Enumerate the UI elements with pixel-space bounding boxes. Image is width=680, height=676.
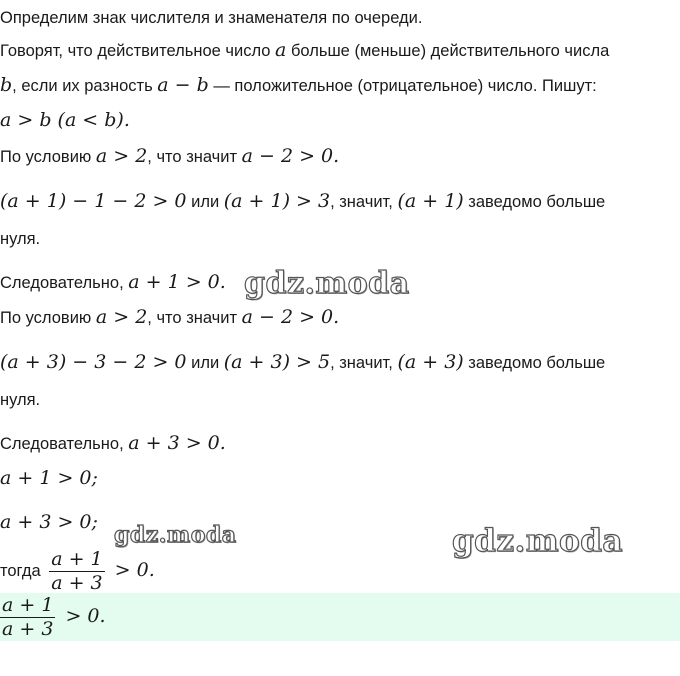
watermark: gdz.moda (244, 266, 410, 301)
summary-line-2 (0, 511, 98, 534)
text: , значит, (330, 354, 398, 372)
condition-line-2 (0, 306, 339, 329)
math-expression: (a + 1) (397, 190, 464, 212)
fraction-numerator: a + 1 (51, 548, 103, 570)
math-expression: (a + 1) > 3 (223, 190, 331, 212)
text: или (186, 193, 224, 211)
answer-fraction (0, 594, 55, 641)
text: Следовательно, (0, 435, 129, 453)
text: , что значит (147, 148, 242, 166)
intro-text: Определим знак числителя и знаменателя по очереди. (0, 9, 423, 27)
inequality-notation (0, 109, 130, 132)
math-difference: a − b (157, 74, 209, 96)
definition-text: больше (меньше) действительного числа (286, 42, 610, 60)
text: нуля. (0, 230, 41, 248)
reasoning-line-1-cont (0, 228, 40, 250)
fraction-denominator: a + 3 (51, 572, 103, 594)
definition-text: Говорят, что действительное число (0, 42, 276, 60)
math-inequality: a > b (a < b). (0, 109, 130, 131)
text: тогда (0, 561, 46, 580)
math-condition: a > 2 (95, 145, 148, 167)
math-condition: a − 2 > 0. (241, 145, 340, 167)
watermark: gdz.moda (452, 523, 623, 559)
math-summary: a + 3 > 0; (0, 511, 98, 533)
text: Следовательно, (0, 274, 129, 292)
conclusion-line-2 (0, 432, 226, 455)
math-b: b (0, 74, 13, 96)
then-line (0, 548, 155, 595)
intro-line (0, 7, 422, 29)
math-expression: (a + 1) − 1 − 2 > 0 (0, 190, 187, 212)
text: заведомо больше (463, 354, 606, 372)
math-expression: (a + 3) (397, 351, 464, 373)
math-a: a (275, 39, 287, 61)
text: заведомо больше (463, 193, 606, 211)
math-summary: a + 1 > 0; (0, 467, 98, 489)
condition-line-1 (0, 145, 339, 168)
text: По условию (0, 148, 96, 166)
math-conclusion: a + 3 > 0. (128, 432, 226, 454)
summary-line-1 (0, 467, 98, 490)
text: нуля. (0, 391, 41, 409)
math-condition: a − 2 > 0. (241, 306, 340, 328)
fraction (49, 548, 104, 595)
math-expression: (a + 3) − 3 − 2 > 0 (0, 351, 187, 373)
fraction-numerator: a + 1 (2, 594, 54, 616)
fraction-denominator: a + 3 (2, 618, 54, 640)
math-inequality: > 0. (59, 604, 106, 627)
math-conclusion: a + 1 > 0. (128, 271, 226, 293)
reasoning-line-2-cont (0, 389, 40, 411)
math-inequality: > 0. (108, 558, 155, 581)
watermark: gdz.moda (114, 522, 237, 548)
math-condition: a > 2 (95, 306, 148, 328)
definition-text: , если их разность (12, 77, 158, 95)
text: , что значит (147, 309, 242, 327)
definition-text: — положительное (отрицательное) число. Пишут: (208, 77, 597, 95)
text: или (186, 354, 224, 372)
text: , значит, (330, 193, 398, 211)
reasoning-line-2 (0, 351, 605, 374)
math-expression: (a + 3) > 5 (223, 351, 331, 373)
definition-line-2 (0, 74, 597, 97)
text: По условию (0, 309, 96, 327)
definition-line-1 (0, 39, 609, 62)
reasoning-line-1 (0, 190, 605, 213)
conclusion-line-1 (0, 271, 226, 294)
answer-line (0, 594, 106, 641)
